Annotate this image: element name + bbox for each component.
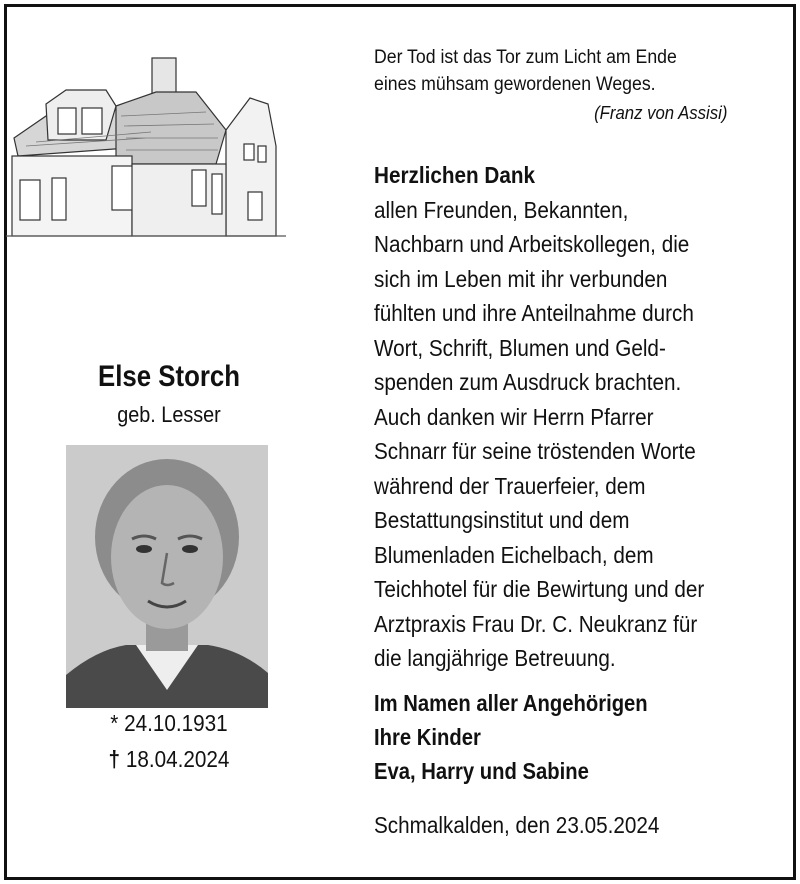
thanks-line: während der Trauerfeier, dem	[374, 472, 646, 499]
quote-line: Der Tod ist das Tor zum Licht am Ende	[374, 47, 677, 68]
thanks-line: Blumenladen Eichelbach, dem	[374, 541, 654, 568]
birth-date: * 24.10.1931	[110, 710, 228, 736]
maiden-name: geb. Lesser	[117, 402, 221, 427]
quote-line: eines mühsam gewordenen Weges.	[374, 74, 656, 95]
thanks-block	[374, 158, 761, 676]
quote-author: (Franz von Assisi)	[594, 103, 728, 123]
thanks-line: Schnarr für seine tröstenden Worte	[374, 438, 696, 464]
thanks-line: Arztpraxis Frau Dr. C. Neukranz für	[374, 610, 698, 637]
quote-block	[374, 44, 746, 127]
signature-line: Ihre Kinder	[374, 724, 481, 750]
deceased-name: Else Storch	[98, 360, 240, 393]
place-date: Schmalkalden, den 23.05.2024	[374, 812, 660, 838]
death-date: 18.04.2024	[125, 746, 230, 772]
cross-icon: †	[108, 746, 121, 772]
signature-names: Eva, Harry und Sabine	[374, 758, 589, 784]
thanks-line: Bestattungsinstitut und dem	[374, 507, 630, 533]
thanks-line: Wort, Schrift, Blumen und Geld-	[374, 334, 666, 361]
thanks-line: spenden zum Ausdruck brachten.	[374, 369, 682, 395]
thanks-line: Teichhotel für die Bewirtung und der	[374, 576, 705, 602]
thanks-heading: Herzlichen Dank	[374, 162, 536, 188]
portrait-photo	[66, 445, 268, 708]
thanks-line: die langjährige Betreuung.	[374, 645, 616, 671]
death-line	[71, 746, 267, 773]
signature-line: Im Namen aller Angehörigen	[374, 690, 648, 716]
thanks-line: Auch danken wir Herrn Pfarrer	[374, 403, 654, 430]
thanks-line: fühlten und ihre Anteilnahme durch	[374, 300, 694, 326]
thanks-line: sich im Leben mit ihr verbunden	[374, 265, 668, 292]
thanks-line: allen Freunden, Bekannten,	[374, 196, 629, 223]
house-illustration	[6, 46, 296, 246]
thanks-line: Nachbarn und Arbeitskollegen, die	[374, 231, 690, 257]
signature-block	[374, 686, 726, 788]
